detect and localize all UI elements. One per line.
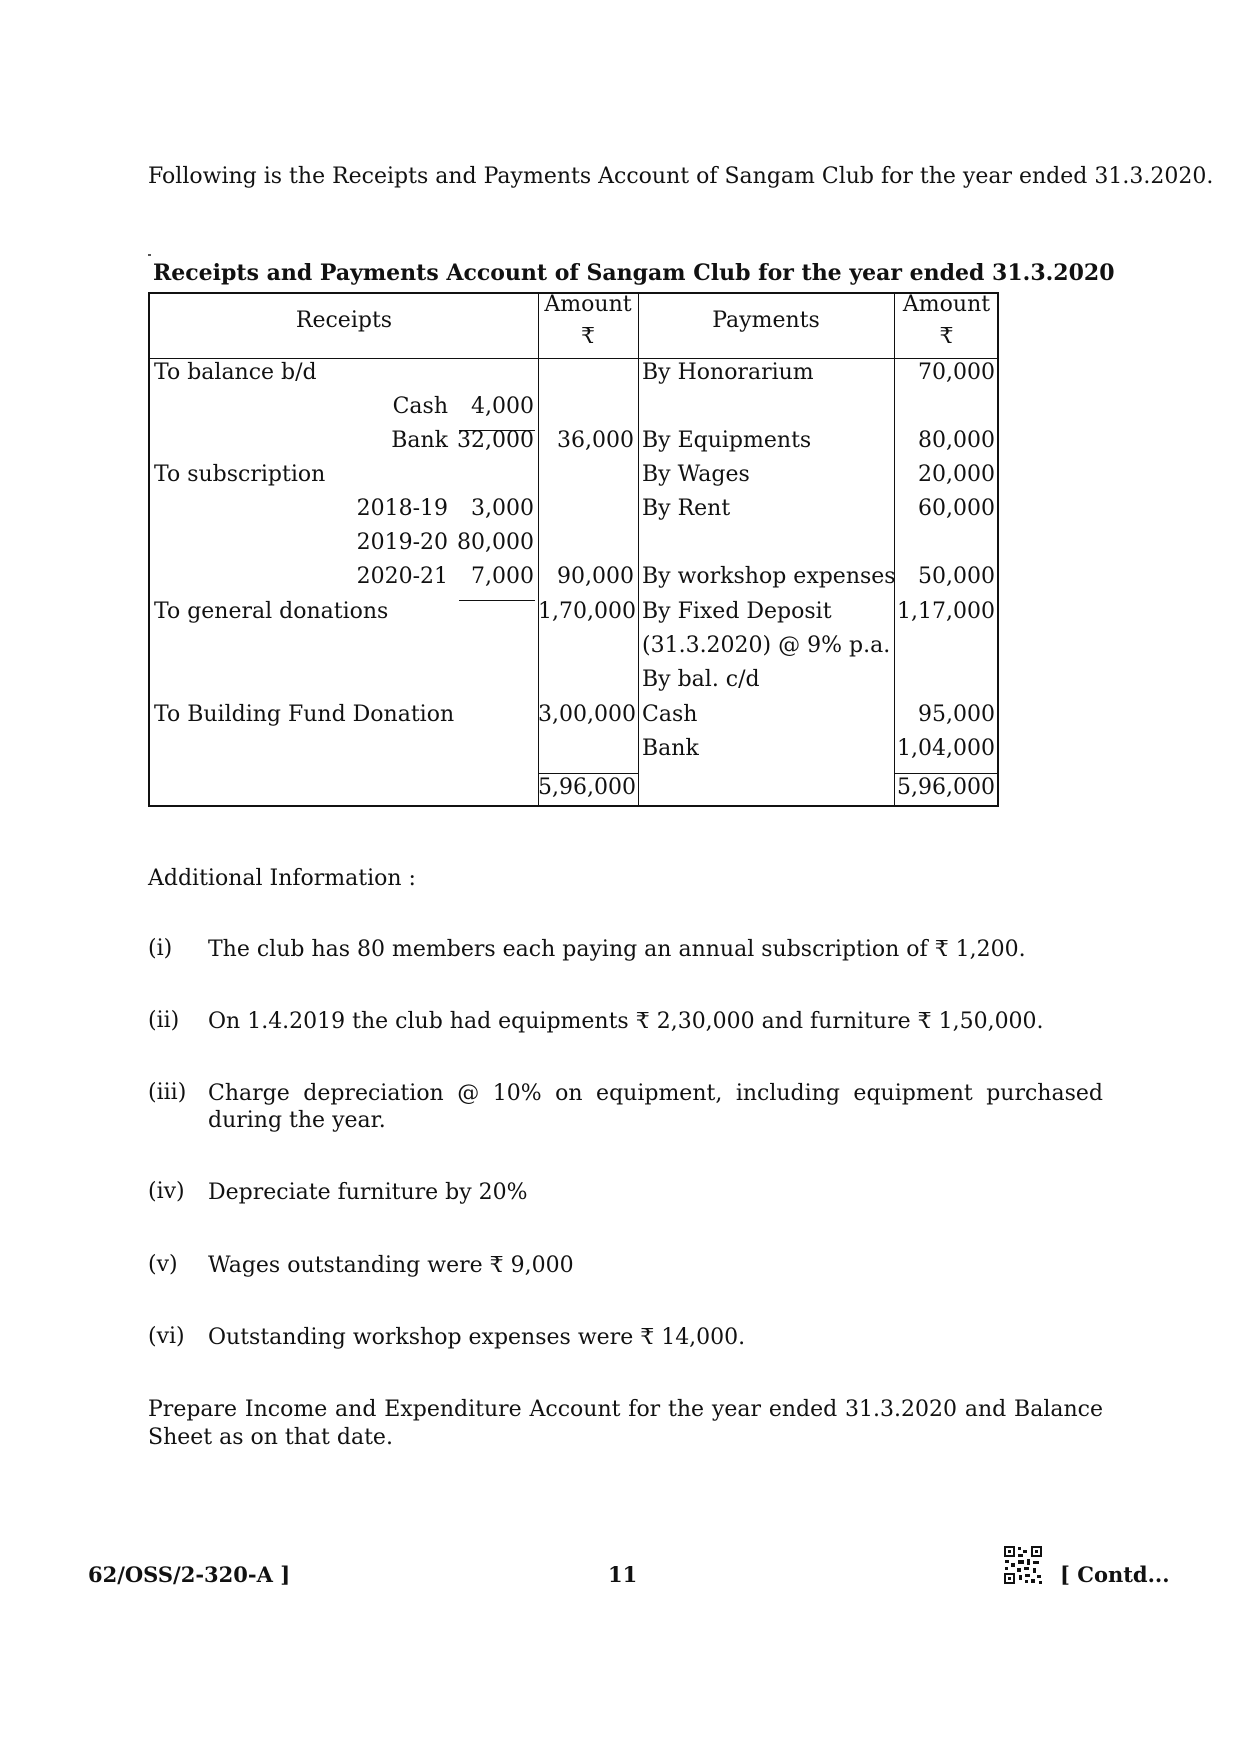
payment-fixed-deposit-value: 1,17,000 — [897, 599, 995, 624]
header-receipt-amount: Amount — [544, 292, 632, 317]
qr-code-icon — [1003, 1545, 1043, 1585]
prepare-instruction: Prepare Income and Expenditure Account for the year ended 31.3.2020 and Balance Sheet as on that date. — [148, 1397, 1103, 1450]
table-caption: Receipts and Payments Account of Sangam Club for the year ended 31.3.2020 — [153, 260, 1115, 286]
item-text: Wages outstanding were ₹ 9,000 — [208, 1253, 574, 1278]
item-number: (vi) — [148, 1324, 185, 1349]
payment-bal-cd: By bal. c/d — [642, 667, 760, 692]
receipt-bank-value: 32,000 — [457, 428, 534, 453]
payment-wages-value: 20,000 — [918, 462, 995, 487]
payment-bank-value: 1,04,000 — [897, 736, 995, 761]
payment-rent: By Rent — [642, 496, 731, 521]
item-number: (iv) — [148, 1179, 185, 1204]
item-number: (ii) — [148, 1008, 180, 1033]
caption-mark — [148, 254, 151, 256]
payment-workshop: By workshop expenses — [642, 564, 896, 589]
receipt-cash-label: Cash — [392, 394, 448, 419]
header-divider — [150, 358, 997, 359]
page-number: 11 — [608, 1562, 638, 1587]
receipt-general-donations-value: 1,70,000 — [538, 599, 636, 624]
receipt-balance-bd: To balance b/d — [154, 360, 317, 385]
col-divider-payments — [638, 294, 639, 805]
receipt-subscription: To subscription — [154, 462, 326, 487]
sub-2018-value: 3,000 — [471, 496, 534, 521]
sub-2019-label: 2019-20 — [356, 530, 448, 555]
header-receipts: Receipts — [295, 308, 393, 333]
item-text: Outstanding workshop expenses were ₹ 14,000. — [208, 1325, 746, 1350]
payment-equipments-value: 80,000 — [918, 428, 995, 453]
item-number: (v) — [148, 1252, 178, 1277]
item-text: The club has 80 members each paying an annual subscription of ₹ 1,200. — [208, 937, 1026, 962]
receipt-cash-value: 4,000 — [471, 394, 534, 419]
col-divider-receipt-amount — [538, 294, 539, 805]
receipt-balance-total: 36,000 — [557, 428, 634, 453]
sub-2018-label: 2018-19 — [356, 496, 448, 521]
header-payment-amount: Amount — [902, 292, 991, 317]
payment-bank: Bank — [642, 736, 699, 761]
intro-text: Following is the Receipts and Payments Account of Sangam Club for the year ended 31.3.2020. — [148, 164, 1214, 189]
payment-equipments: By Equipments — [642, 428, 812, 453]
payment-cash: Cash — [642, 702, 698, 727]
item-number: (i) — [148, 936, 173, 961]
header-payments: Payments — [712, 308, 820, 333]
header-payment-rupee: ₹ — [939, 324, 954, 349]
payment-wages: By Wages — [642, 462, 750, 487]
continued-label: [ Contd... — [1060, 1562, 1170, 1587]
receipt-building-fund: To Building Fund Donation — [154, 702, 455, 727]
additional-info-title: Additional Information : — [148, 866, 416, 891]
payment-fixed-deposit: By Fixed Deposit — [642, 599, 832, 624]
item-text: Charge depreciation @ 10% on equipment, including equipment purchased during the year. — [208, 1081, 1103, 1133]
receipt-building-fund-value: 3,00,000 — [538, 702, 636, 727]
payment-cash-value: 95,000 — [918, 702, 995, 727]
item-text: Depreciate furniture by 20% — [208, 1180, 528, 1205]
header-receipt-rupee: ₹ — [581, 324, 595, 349]
payment-honorarium-value: 70,000 — [918, 360, 995, 385]
receipt-bank-label: Bank — [391, 428, 448, 453]
receipts-total: 5,96,000 — [538, 775, 636, 800]
payment-fixed-deposit-detail: (31.3.2020) @ 9% p.a. — [642, 633, 891, 658]
receipts-total-line — [538, 773, 638, 774]
receipt-general-donations: To general donations — [154, 599, 389, 624]
item-text: On 1.4.2019 the club had equipments ₹ 2,30,000 and furniture ₹ 1,50,000. — [208, 1009, 1044, 1034]
payments-total-line — [894, 773, 999, 774]
payment-workshop-value: 50,000 — [918, 564, 995, 589]
paper-code: 62/OSS/2-320-A ] — [88, 1562, 291, 1587]
payments-total: 5,96,000 — [897, 775, 995, 800]
subscription-underline — [459, 600, 535, 601]
receipts-payments-table — [148, 292, 999, 807]
sub-2020-value: 7,000 — [471, 564, 534, 589]
item-number: (iii) — [148, 1080, 187, 1105]
sub-2020-label: 2020-21 — [356, 564, 448, 589]
sub-2019-value: 80,000 — [457, 530, 534, 555]
payment-rent-value: 60,000 — [918, 496, 995, 521]
payment-honorarium: By Honorarium — [642, 360, 814, 385]
receipt-subscription-total: 90,000 — [557, 564, 634, 589]
